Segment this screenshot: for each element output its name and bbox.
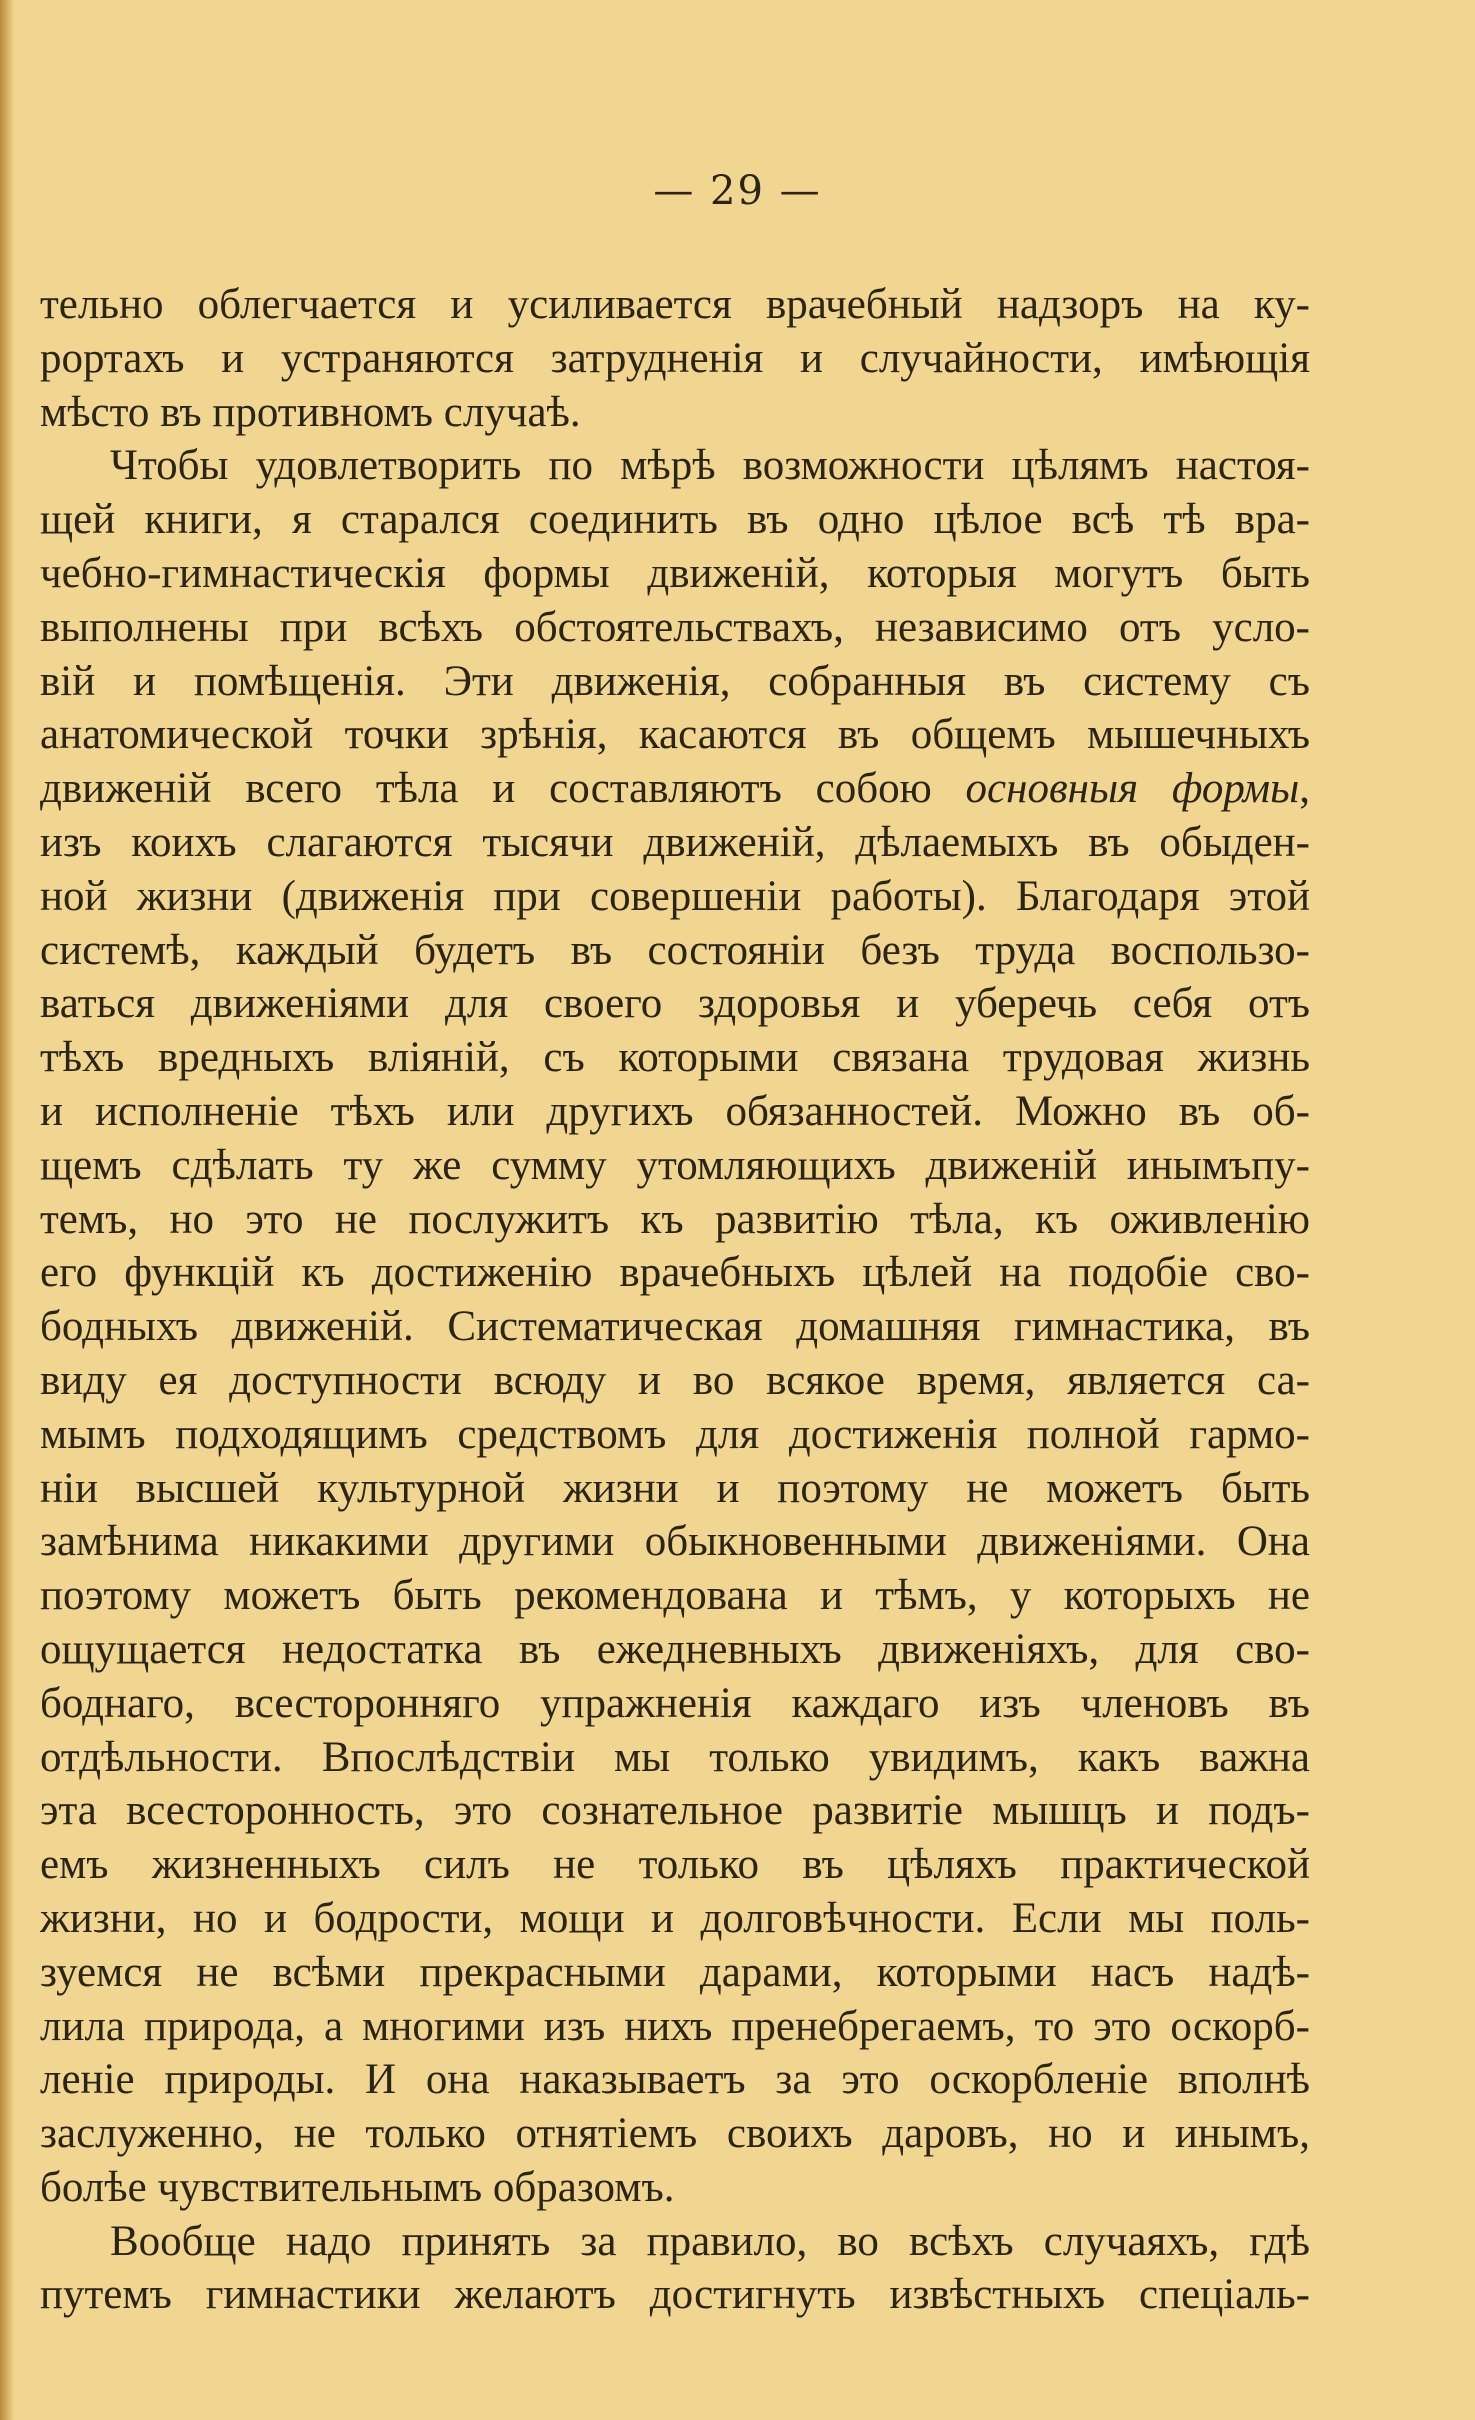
text-line <box>40 332 1310 386</box>
punctuation: , <box>1299 765 1310 813</box>
text-line-content: ваться движеніями для своего здоровья и уберечь себя отъ <box>40 980 1310 1028</box>
text-line-content: щемъ сдѣлать ту же сумму утомляющихъ движеній инымъпу- <box>40 1141 1310 1189</box>
text-line <box>40 493 1310 547</box>
text-line <box>40 762 1310 816</box>
text-line-content: лила природа, а многими изъ нихъ пренебрегаемъ, то это оскорб- <box>40 2002 1310 2050</box>
text-line-content: щей книги, я старался соединить въ одно цѣлое всѣ тѣ вра- <box>40 496 1310 544</box>
text-line <box>40 870 1310 924</box>
text-line-content: выполнены при всѣхъ обстоятельствахъ, независимо отъ усло- <box>40 603 1310 651</box>
text-line <box>40 708 1310 762</box>
text-line <box>40 1515 1310 1569</box>
text-line-content: ной жизни (движенія при совершеніи работы). Благодаря этой <box>40 872 1310 920</box>
text-line <box>40 386 1310 440</box>
text-line-content: движеній всего тѣла и составляютъ собою <box>40 765 932 813</box>
text-line-content: Чтобы удовлетворить по мѣрѣ возможности цѣлямъ настоя- <box>110 442 1310 490</box>
page-edge <box>0 0 14 2420</box>
text-line <box>40 1569 1310 1623</box>
text-line-content: системѣ, каждый будетъ въ состояніи безъ труда воспользо- <box>40 926 1310 974</box>
text-line <box>40 2053 1310 2107</box>
text-line <box>40 2000 1310 2054</box>
text-line <box>40 1031 1310 1085</box>
text-line-content: болѣе чувствительнымъ образомъ. <box>40 2163 675 2211</box>
text-line <box>40 1085 1310 1139</box>
text-line-content: изъ коихъ слагаются тысячи движеній, дѣлаемыхъ въ обыден- <box>40 818 1310 866</box>
text-line <box>40 924 1310 978</box>
text-line-content: отдѣльности. Впослѣдствіи мы только увидимъ, какъ важна <box>40 1733 1310 1781</box>
text-line <box>40 601 1310 655</box>
text-line <box>40 1838 1310 1892</box>
text-line-content: жизни, но и бодрости, мощи и долговѣчности. Если мы поль- <box>40 1894 1310 1942</box>
text-line-content: боднаго, всесторонняго упражненія каждаго изъ членовъ въ <box>40 1679 1310 1727</box>
text-line-content: зуемся не всѣми прекрасными дарами, которыми насъ надѣ- <box>40 1948 1310 1996</box>
text-line <box>40 1462 1310 1516</box>
text-line <box>40 1677 1310 1731</box>
body-text <box>40 278 1310 2322</box>
text-line-content: мѣсто въ противномъ случаѣ. <box>40 388 581 436</box>
text-line-content: мымъ подходящимъ средствомъ для достиженія полной гармо- <box>40 1410 1310 1458</box>
text-line <box>40 547 1310 601</box>
text-line <box>40 439 1310 493</box>
text-line <box>40 1408 1310 1462</box>
text-line <box>40 2161 1310 2215</box>
text-line-content: рортахъ и устраняются затрудненія и случайности, имѣющія <box>40 334 1310 382</box>
text-line <box>40 1354 1310 1408</box>
text-line-content: поэтому можетъ быть рекомендована и тѣмъ, у которыхъ не <box>40 1572 1310 1620</box>
text-line-content: эта всесторонность, это сознательное развитіе мышцъ и подъ- <box>40 1787 1310 1835</box>
text-line-content: емъ жизненныхъ силъ не только въ цѣляхъ практической <box>40 1841 1310 1889</box>
text-line-content: вій и помѣщенія. Эти движенія, собранныя въ систему съ <box>40 657 1310 705</box>
text-line-content: бодныхъ движеній. Систематическая домашняя гимнастика, въ <box>40 1303 1310 1351</box>
text-line <box>40 816 1310 870</box>
text-line <box>40 1246 1310 1300</box>
text-line-content: и исполненіе тѣхъ или другихъ обязанностей. Можно въ об- <box>40 1087 1310 1135</box>
text-line-content: тельно облегчается и усиливается врачебный надзоръ на ку- <box>40 281 1310 328</box>
text-line-content: виду ея доступности всюду и во всякое время, является са- <box>40 1356 1310 1404</box>
text-line-content: путемъ гимнастики желаютъ достигнуть извѣстныхъ спеціаль- <box>40 2271 1310 2319</box>
text-line-content: темъ, но это не послужитъ къ развитію тѣла, къ оживленію <box>40 1195 1310 1243</box>
text-line <box>40 1300 1310 1354</box>
text-line <box>40 278 1310 332</box>
text-line-content: ніи высшей культурной жизни и поэтому не можетъ быть <box>40 1464 1310 1512</box>
text-line-content: ощущается недостатка въ ежедневныхъ движеніяхъ, для сво- <box>40 1625 1310 1673</box>
text-line-content: тѣхъ вредныхъ вліяній, съ которыми связана трудовая жизнь <box>40 1034 1310 1082</box>
text-line <box>40 1139 1310 1193</box>
text-line <box>40 1892 1310 1946</box>
text-line-content: замѣнима никакими другими обыкновенными движеніями. Она <box>40 1518 1310 1566</box>
text-line <box>40 977 1310 1031</box>
text-line-content: анатомической точки зрѣнія, касаются въ общемъ мышечныхъ <box>40 711 1310 759</box>
text-line <box>40 2107 1310 2161</box>
text-line <box>40 1193 1310 1247</box>
text-line <box>40 1623 1310 1677</box>
text-line-content: его функцій къ достиженію врачебныхъ цѣлей на подобіе сво- <box>40 1249 1310 1297</box>
text-line <box>40 1784 1310 1838</box>
text-line <box>40 1731 1310 1785</box>
emphasized-text: основныя формы <box>965 765 1300 813</box>
text-line <box>40 2215 1310 2269</box>
text-line <box>40 2268 1310 2322</box>
page-number: — 29 — <box>653 168 822 214</box>
text-line <box>40 1946 1310 2000</box>
text-line-content: леніе природы. И она наказываетъ за это оскорбленіе вполнѣ <box>40 2056 1310 2104</box>
text-line-content: Вообще надо принять за правило, во всѣхъ случаяхъ, гдѣ <box>110 2217 1310 2265</box>
text-line <box>40 655 1310 709</box>
text-line-content: заслуженно, не только отнятіемъ своихъ даровъ, но и инымъ, <box>40 2110 1310 2158</box>
text-line-content: чебно-гимнастическія формы движеній, которыя могутъ быть <box>40 549 1310 597</box>
